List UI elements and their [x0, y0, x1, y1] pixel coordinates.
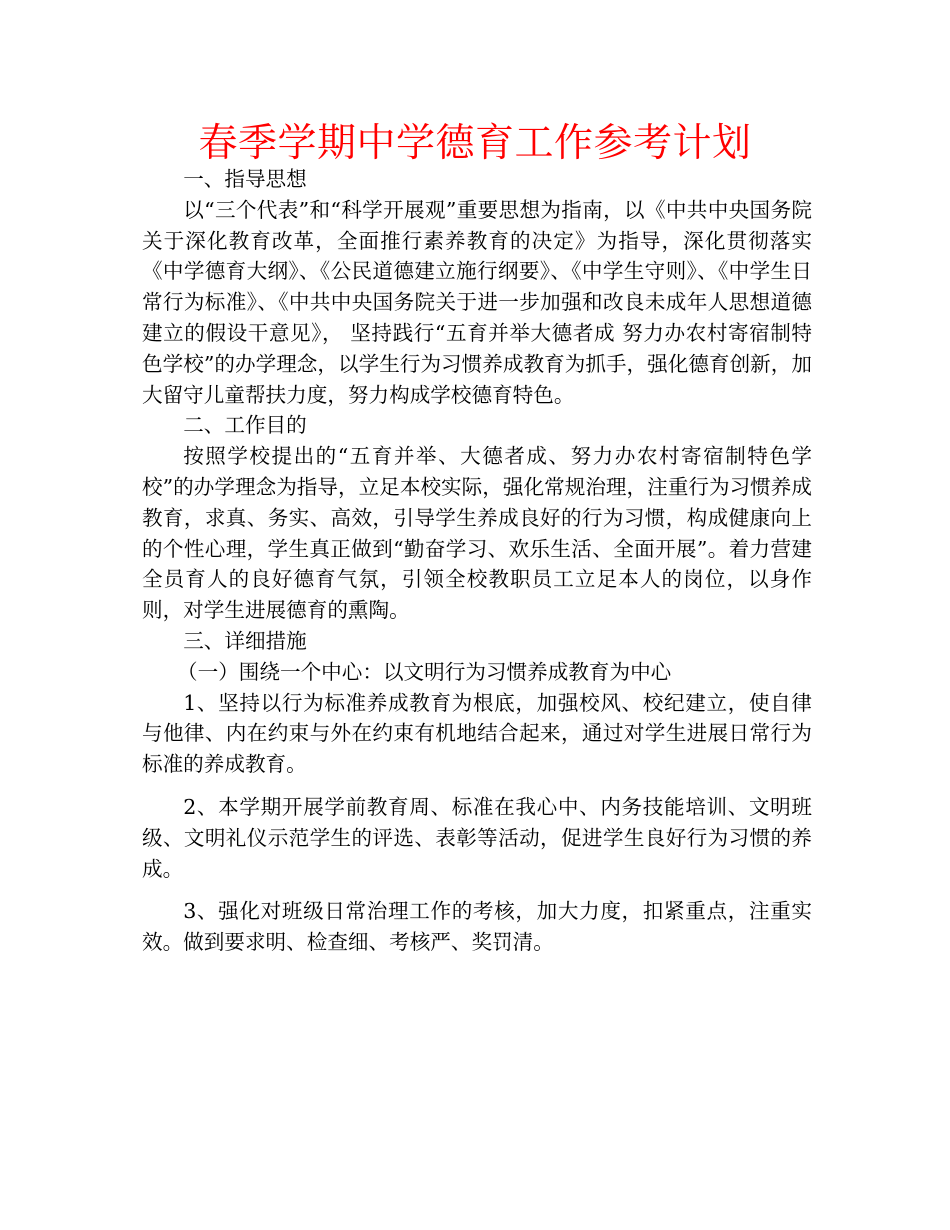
list-item-measure-3: 3、强化对班级日常治理工作的考核，加大力度，扣紧重点，注重实效。做到要求明、检查细、考核严、奖罚清。 [142, 899, 812, 955]
paragraph-work-goal: 按照学校提出的“五育并举、大德者成、努力办农村寄宿制特色学校”的办学理念为指导，立足本校实际，强化常规治理，注重行为习惯养成教育，求真、务实、高效，引导学生养成良好的行为习惯，构成健康向上的个性心理，学生真正做到“勤奋学习、欢乐生活、全面开展”。着力营建全员育人的良好德育气氛，引领全校教职员工立足本人的岗位，以身作则，对学生进展德育的熏陶。 [142, 444, 812, 623]
section-heading-measures: 三、详细措施 [183, 628, 307, 653]
paragraph-guiding-thought: 以“三个代表”和“科学开展观”重要思想为指南，以《中共中央国务院关于深化教育改革，全面推行素养教育的决定》为指导，深化贯彻落实《中学德育大纲》、《公民道德建立施行纲要》、《中学生守则》、《中学生日常行为标准》、《中共中央国务院关于进一步加强和改良未成年人思想道德建立的假设干意见》， 坚持践行“五育并举大德者成 努力办农村寄宿制特色学校”的办学理念，以学生行为习惯养成教育为抓手，强化德育创新，加大留守儿童帮扶力度，努力构成学校德育特色。 [142, 197, 812, 407]
section-heading-work-goal: 二、工作目的 [183, 413, 307, 438]
list-item-measure-1: 1、坚持以行为标准养成教育为根底，加强校风、校纪建立，使自律与他律、内在约束与外在约束有机地结合起来，通过对学生进展日常行为标准的养成教育。 [142, 690, 812, 777]
subsection-heading-one-center: （一）围绕一个中心：以文明行为习惯养成教育为中心 [177, 659, 672, 684]
list-item-measure-2: 2、本学期开展学前教育周、标准在我心中、内务技能培训、文明班级、文明礼仪示范学生的评选、表彰等活动，促进学生良好行为习惯的养成。 [142, 794, 812, 881]
document-body [142, 164, 812, 958]
document-title: 春季学期中学德育工作参考计划 [198, 121, 752, 166]
section-heading-guiding-thought: 一、指导思想 [183, 167, 307, 191]
